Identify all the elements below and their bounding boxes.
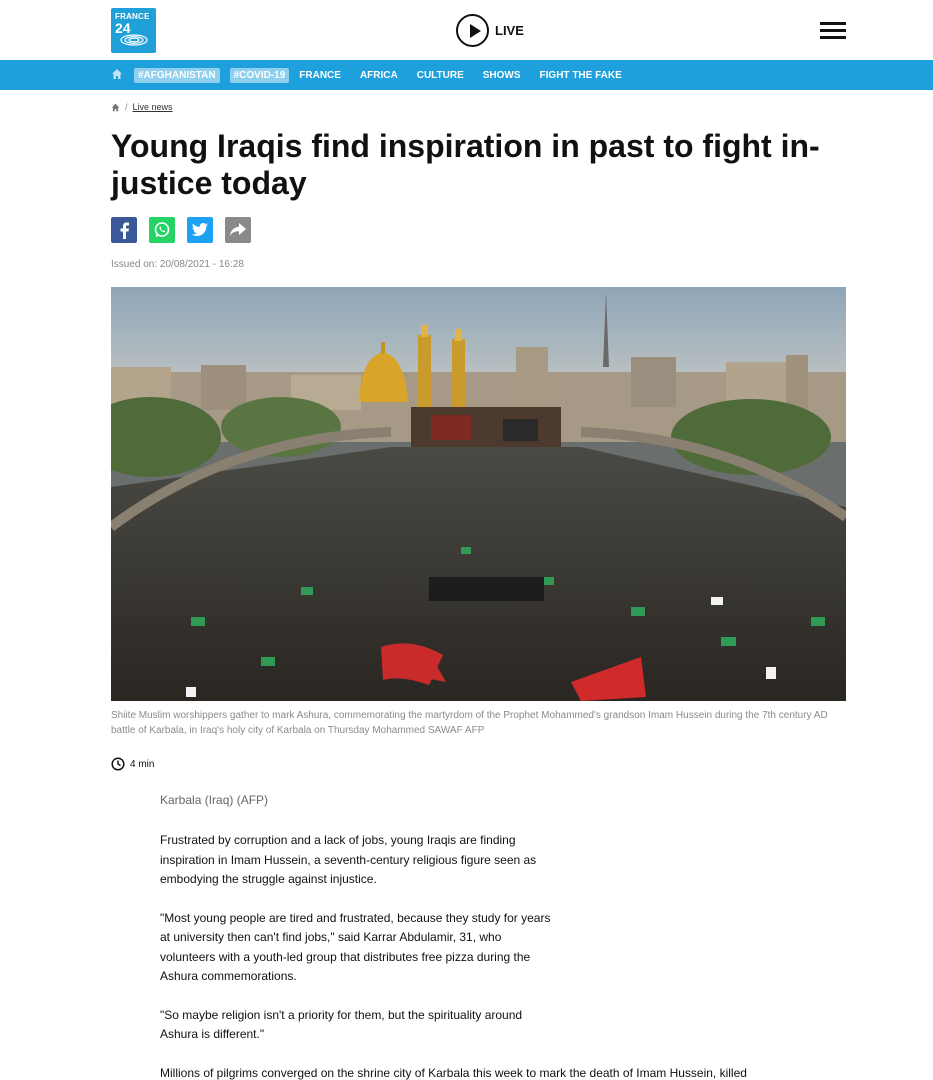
- paragraph: "Most young people are tired and frustrated, because they study for years at university then can't find jobs," said Karrar Abdulamir, 31, who volunteers with a youth-led group that distributes free pizza during the Ashura commemorations.: [160, 910, 551, 983]
- article-body: [160, 793, 800, 1080]
- share-bar: [111, 217, 263, 243]
- home-icon[interactable]: [111, 68, 123, 80]
- issued-date: Issued on: 20/08/2021 - 16:28: [111, 259, 244, 270]
- play-icon: [456, 14, 489, 47]
- nav-item-france[interactable]: FRANCE: [299, 69, 341, 81]
- read-time: [111, 757, 154, 771]
- breadcrumb: [111, 102, 173, 112]
- nav-tag-afghanistan[interactable]: #AFGHANISTAN: [134, 68, 220, 83]
- logo-text-line1: FRANCE: [115, 12, 150, 21]
- whatsapp-icon: [153, 221, 171, 239]
- paragraph: Millions of pilgrims converged on the shrine city of Karbala this week to mark the death of Imam Hussein, killed: [160, 1065, 747, 1080]
- article-title: Young Iraqis find inspiration in past to fight in-justice today: [111, 128, 820, 201]
- france24-logo[interactable]: [111, 8, 156, 53]
- share-icon: [229, 222, 247, 238]
- paragraph: Frustrated by corruption and a lack of jobs, young Iraqis are finding inspiration in Imam Hussein, a seventh-century religious figure seen as embodying the struggle against injustice.: [160, 833, 537, 886]
- logo-waves-icon: [119, 33, 149, 47]
- nav-item-africa[interactable]: AFRICA: [359, 69, 398, 81]
- article-photo: [111, 287, 846, 701]
- nav-item-fight-the-fake[interactable]: FIGHT THE FAKE: [539, 69, 622, 81]
- dateline: Karbala (Iraq) (AFP): [160, 793, 269, 807]
- share-button[interactable]: [225, 217, 251, 243]
- twitter-icon: [191, 222, 209, 238]
- home-icon[interactable]: [111, 103, 120, 112]
- photo-caption: Shiite Muslim worshippers gather to mark Ashura, commemorating the martyrdom of the Prophet Mohammed's grandson Imam Hussein during the 7th century AD battle of Karbala, in Iraq's holy city of Karbala on Thursday Mohammed SAWAF AFP: [111, 710, 828, 736]
- facebook-share-button[interactable]: [111, 217, 137, 243]
- nav-tag-covid[interactable]: #COVID-19: [230, 68, 290, 83]
- live-label: LIVE: [495, 22, 524, 38]
- read-time-label: 4 min: [130, 758, 155, 770]
- facebook-icon: [117, 221, 131, 239]
- main-nav: [0, 60, 933, 90]
- whatsapp-share-button[interactable]: [149, 217, 175, 243]
- clock-icon: [111, 757, 125, 771]
- live-button[interactable]: [456, 13, 524, 47]
- paragraph: "So maybe religion isn't a priority for them, but the spirituality around Ashura is different.": [160, 1007, 523, 1041]
- site-header: [0, 0, 933, 60]
- breadcrumb-live-news-link[interactable]: Live news: [132, 102, 173, 112]
- nav-item-culture[interactable]: CULTURE: [416, 69, 464, 81]
- logo-text-line2: 24: [115, 20, 131, 36]
- nav-item-shows[interactable]: SHOWS: [482, 69, 521, 81]
- twitter-share-button[interactable]: [187, 217, 213, 243]
- menu-icon[interactable]: [820, 22, 846, 40]
- breadcrumb-separator: /: [125, 102, 128, 112]
